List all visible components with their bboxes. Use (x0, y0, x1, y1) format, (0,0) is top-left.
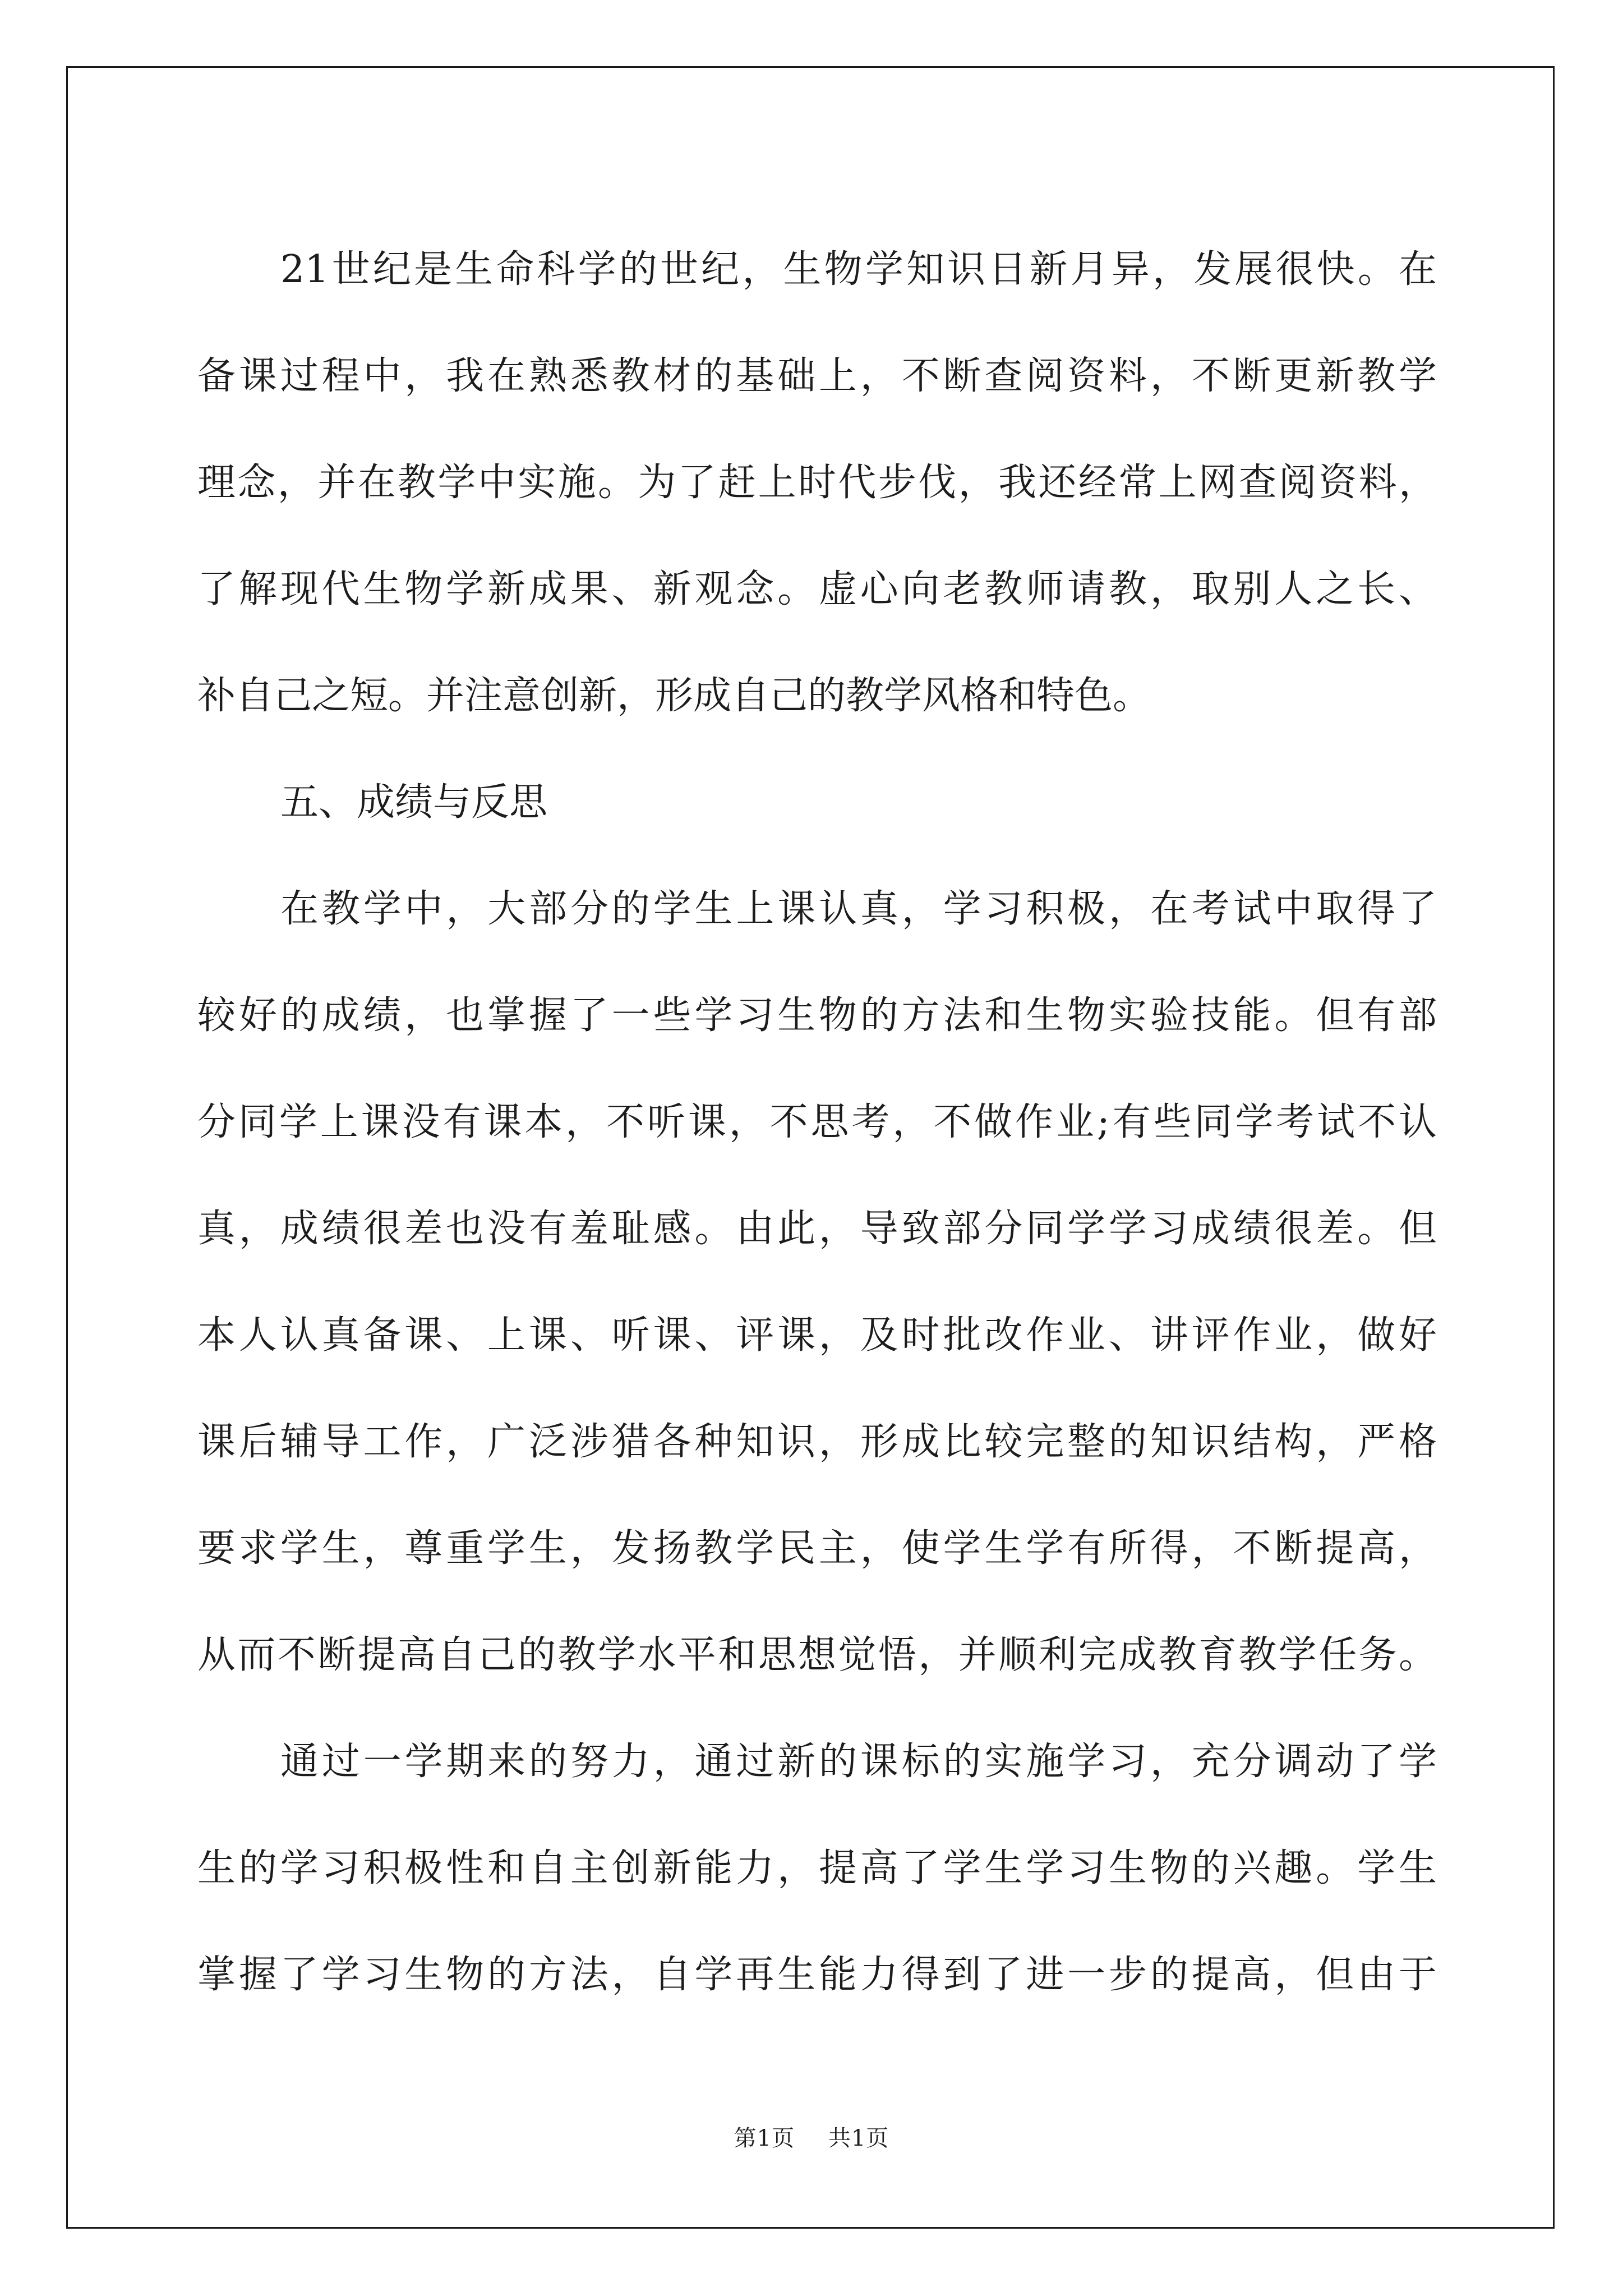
paragraph-line: 通过一学期来的努力，通过新的课标的实施学习，充分调动了学 (280, 1740, 1437, 1784)
section-heading-text: 五、成绩与反思 (280, 780, 548, 825)
paragraph-line: 掌握了学习生物的方法，自学再生能力得到了进一步的提高，但由于 (197, 1953, 1437, 1997)
paragraph-line: 补自己之短。并注意创新，形成自己的教学风格和特色。 (197, 674, 1151, 718)
paragraph-line: 21世纪是生命科学的世纪，生物学知识日新月异，发展很快。在 (280, 247, 1437, 292)
page-footer (0, 2120, 1623, 2152)
paragraph-line: 从而不断提高自己的教学水平和思想觉悟，并顺利完成教育教学任务。 (197, 1633, 1437, 1677)
paragraph-line: 课后辅导工作，广泛涉猎各种知识，形成比较完整的知识结构，严格 (197, 1420, 1437, 1464)
page-total: 共1页 (828, 2125, 889, 2151)
paragraph-line: 了解现代生物学新成果、新观念。虚心向老教师请教，取别人之长、 (197, 567, 1437, 611)
paragraph-line: 生的学习积极性和自主创新能力，提高了学生学习生物的兴趣。学生 (197, 1846, 1437, 1890)
page-number: 第1页 (734, 2125, 795, 2151)
paragraph-line: 要求学生，尊重学生，发扬教学民主，使学生学有所得，不断提高， (197, 1526, 1437, 1571)
paragraph-2 (197, 856, 1437, 1709)
document-body (197, 217, 1437, 2028)
paragraph-line: 分同学上课没有课本，不听课，不思考，不做作业;有些同学考试不认 (197, 1100, 1437, 1144)
paragraph-line: 在教学中，大部分的学生上课认真，学习积极，在考试中取得了 (280, 887, 1437, 931)
paragraph-line: 备课过程中，我在熟悉教材的基础上，不断查阅资料，不断更新教学 (197, 354, 1437, 398)
paragraph-line: 真，成绩很差也没有羞耻感。由此，导致部分同学学习成绩很差。但 (197, 1207, 1437, 1251)
paragraph-3 (197, 1709, 1437, 2028)
paragraph-line: 本人认真备课、上课、听课、评课，及时批改作业、讲评作业，做好 (197, 1313, 1437, 1358)
paragraph-1 (197, 217, 1437, 749)
section-heading (197, 749, 1437, 856)
paragraph-line: 较好的成绩，也掌握了一些学习生物的方法和生物实验技能。但有部 (197, 993, 1437, 1038)
paragraph-line: 理念，并在教学中实施。为了赶上时代步伐，我还经常上网查阅资料， (197, 461, 1437, 505)
